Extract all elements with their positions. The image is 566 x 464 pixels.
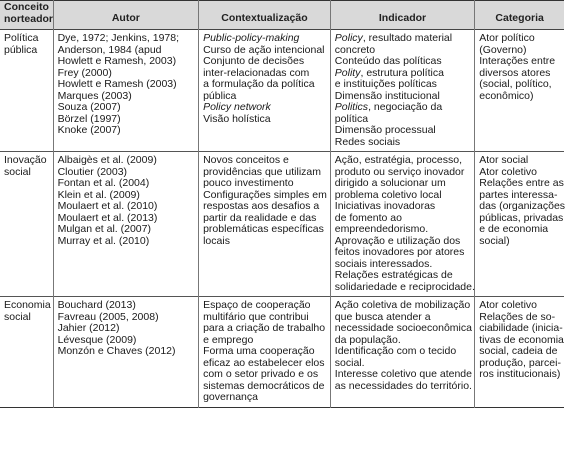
cell-contextualizacao-line: Configurações simples em xyxy=(203,188,327,201)
cell-contextualizacao-line: sistemas democráticos de xyxy=(203,379,325,392)
cell-contextualizacao-line: Novos conceitos e xyxy=(203,154,289,166)
cell-indicador-line xyxy=(335,381,470,393)
cell-categoria-line: e de economia xyxy=(479,223,549,235)
cell-categoria-line: ciabilidade (inicia- xyxy=(479,322,563,334)
cell-contextualizacao-line: Curso de ação intencional xyxy=(203,43,325,56)
cell-categoria xyxy=(475,30,564,152)
indicador-segment: Ação coletiva de mobilização xyxy=(334,299,471,311)
indicador-segment: Aprovação e utilização dos xyxy=(334,234,461,247)
cell-autor-line: Moulaert et al. (2013) xyxy=(57,211,158,224)
cell-categoria-line: partes interessa- xyxy=(479,188,558,201)
indicador-segment: , negociação da xyxy=(368,101,443,113)
cell-categoria-line: Ator coletivo xyxy=(479,165,538,178)
cell-autor-line: Bouchard (2013) xyxy=(57,299,136,311)
indicador-segment: Relações estratégicas de xyxy=(334,269,453,281)
cell-categoria-line: Ator político xyxy=(479,32,535,44)
cell-autor-line: Anderson, 1984 (apud xyxy=(57,43,162,56)
indicador-segment: Dimensão institucional xyxy=(334,89,440,102)
cell-contextualizacao-line: e emprego xyxy=(203,333,254,346)
cell-contextualizacao-line: Visão holística xyxy=(203,112,271,125)
cell-categoria-line: (social, político, xyxy=(479,78,552,90)
cell-contextualizacao xyxy=(199,152,331,297)
cell-categoria-line: diversos atores xyxy=(479,66,551,79)
indicador-segment: solidariedade e reciprocidade. xyxy=(334,280,475,293)
cell-conceito xyxy=(0,30,53,152)
header-indicador xyxy=(330,1,474,30)
cell-indicador xyxy=(330,30,474,152)
header-contexto-label: Contextualização xyxy=(221,12,308,24)
cell-autor-line: Dye, 1972; Jenkins, 1978; xyxy=(57,32,180,44)
cell-autor-line: Howlett e Ramesh (2003) xyxy=(57,78,177,90)
cell-autor xyxy=(53,30,199,152)
indicador-segment: , estrutura política xyxy=(360,66,444,79)
cell-conceito-line: pública xyxy=(4,43,38,56)
cell-autor-line: Klein et al. (2009) xyxy=(57,188,140,201)
cell-categoria xyxy=(475,152,564,297)
header-indicador-label: Indicador xyxy=(378,12,427,24)
header-autor-label: Autor xyxy=(111,12,140,24)
header-contexto xyxy=(199,1,331,30)
cell-categoria xyxy=(475,297,564,408)
table-row xyxy=(0,152,564,297)
cell-categoria-line: produção, parcei- xyxy=(479,356,561,369)
table-row xyxy=(0,30,564,152)
cell-contextualizacao-line: multifário que contribui xyxy=(203,310,309,323)
indicador-segment: produto ou serviço inovador xyxy=(334,165,465,178)
cell-contextualizacao xyxy=(199,30,331,152)
cell-autor-line: Börzel (1997) xyxy=(57,112,121,125)
cell-autor-line: Jahier (2012) xyxy=(57,322,120,334)
cell-categoria-line: Relações entre as xyxy=(479,177,564,189)
cell-contextualizacao-line: respostas aos desafios a xyxy=(203,200,320,212)
indicador-segment: as necessidades do território. xyxy=(334,379,472,392)
cell-categoria-line: Ator social xyxy=(479,154,529,166)
cell-contextualizacao-line: Espaço de cooperação xyxy=(203,299,311,311)
indicador-segment: sociais interessados. xyxy=(334,257,433,270)
indicador-segment: política xyxy=(334,112,369,125)
cell-autor-line: Howlett e Ramesh, 2003) xyxy=(57,55,177,67)
cell-indicador xyxy=(330,297,474,408)
cell-contextualizacao-line: Policy network xyxy=(203,101,271,113)
indicador-segment: empreendedorismo. xyxy=(334,223,429,235)
cell-contextualizacao-line: pública xyxy=(203,89,237,102)
cell-categoria-line: social, cadeia de xyxy=(479,345,558,357)
cell-autor-line: Lévesque (2009) xyxy=(57,333,137,346)
header-row xyxy=(0,1,564,30)
cell-contextualizacao-line: governança xyxy=(203,391,258,403)
cell-categoria-line: econômico) xyxy=(479,89,534,102)
cell-contextualizacao-line: Conjunto de decisões xyxy=(203,55,305,67)
cell-categoria-line: públicas, privadas xyxy=(479,211,564,224)
indicador-segment: Polity xyxy=(334,66,361,79)
indicador-segment: Conteúdo das políticas xyxy=(334,55,442,67)
indicador-segment: Policy xyxy=(334,32,363,44)
cell-autor-line: Mulgan et al. (2007) xyxy=(57,223,151,235)
header-conceito xyxy=(0,1,53,30)
indicador-segment: que busca atender a xyxy=(334,310,431,323)
cell-conceito-line: social xyxy=(4,310,31,323)
indicador-segment: , resultado material xyxy=(362,32,453,44)
cell-contextualizacao-line: partir da realidade e das xyxy=(203,211,317,224)
cell-conceito-line: social xyxy=(4,165,31,178)
indicador-segment: da população. xyxy=(334,333,401,346)
cell-autor-line: Albaigès et al. (2009) xyxy=(57,154,157,166)
header-conceito-line: norteador xyxy=(4,12,54,25)
cell-indicador xyxy=(330,152,474,297)
indicador-segment: social. xyxy=(334,356,365,369)
cell-contextualizacao-line: para a criação de trabalho xyxy=(203,322,326,334)
cell-conceito-line: Política xyxy=(4,32,39,44)
cell-contextualizacao-line: a formulação da política xyxy=(203,78,315,90)
cell-autor-line: Marques (2003) xyxy=(57,89,132,102)
indicador-segment: e instituições políticas xyxy=(334,78,437,90)
cell-contextualizacao-line: problemáticas específicas xyxy=(203,223,324,235)
cell-autor xyxy=(53,297,199,408)
cell-categoria-line: ros institucionais) xyxy=(479,368,561,380)
cell-categoria-line: das (organizações xyxy=(479,200,566,212)
indicador-segment: Iniciativas inovadoras xyxy=(334,200,436,212)
cell-autor-line: Murray et al. (2010) xyxy=(57,234,150,247)
cell-categoria-line: (Governo) xyxy=(479,43,527,56)
cell-categoria-line: Interações entre xyxy=(479,55,556,67)
indicador-segment: Politics xyxy=(334,101,369,113)
table-row xyxy=(0,297,564,408)
cell-contextualizacao-line: providências que utilizam xyxy=(203,165,321,178)
indicador-segment: Interesse coletivo que atende xyxy=(334,368,472,380)
header-categoria-label: Categoria xyxy=(495,12,544,24)
cell-indicador-line xyxy=(334,280,475,294)
table-body xyxy=(0,30,564,408)
cell-categoria-line: Relações de so- xyxy=(479,310,556,323)
cell-contextualizacao-line: locais xyxy=(203,234,230,247)
cell-conceito xyxy=(0,152,53,297)
cell-contextualizacao-line: pouco investimento xyxy=(203,177,294,189)
cell-conceito-line: Inovação xyxy=(4,154,47,166)
cell-categoria-line: social) xyxy=(479,234,510,247)
indicador-segment: de fomento ao xyxy=(334,211,402,224)
cell-contextualizacao xyxy=(199,297,331,408)
header-categoria xyxy=(475,1,564,30)
cell-autor-line: Knoke (2007) xyxy=(57,124,121,136)
cell-categoria-line: Ator coletivo xyxy=(479,299,538,311)
header-autor xyxy=(53,1,199,30)
cell-conceito-line: Economia xyxy=(4,299,51,311)
cell-autor xyxy=(53,152,199,297)
cell-contextualizacao-line: com o setor privado e os xyxy=(203,368,319,380)
cell-autor-line: Monzón e Chaves (2012) xyxy=(57,345,176,357)
indicador-segment: Dimensão processual xyxy=(334,124,436,136)
cell-autor-line: Cloutier (2003) xyxy=(57,165,128,178)
cell-categoria-line: tivas de economia xyxy=(479,333,564,346)
cell-contextualizacao-line: Public-policy-making xyxy=(203,32,300,44)
cell-autor-line: Favreau (2005, 2008) xyxy=(57,310,159,323)
cell-indicador-line xyxy=(335,137,470,149)
cell-contextualizacao-line: Forma uma cooperação xyxy=(203,345,315,357)
cell-autor-line: Moulaert et al. (2010) xyxy=(57,200,158,212)
indicador-segment: concreto xyxy=(334,43,376,56)
indicador-segment: problema coletivo local xyxy=(334,188,442,201)
cell-autor-line: Frey (2000) xyxy=(57,66,112,79)
indicador-segment: Ação, estratégia, processo, xyxy=(334,154,463,166)
header-conceito-line: Conceito xyxy=(4,1,49,13)
cell-autor-line: Souza (2007) xyxy=(57,101,121,113)
cell-conceito xyxy=(0,297,53,408)
indicador-segment: necessidade socioeconômica xyxy=(334,322,472,334)
indicador-segment: Identificação com o tecido xyxy=(334,345,457,357)
indicador-segment: Redes sociais xyxy=(334,135,401,148)
cell-autor-line: Fontan et al. (2004) xyxy=(57,177,150,189)
indicador-segment: feitos inovadores por atores xyxy=(334,246,465,258)
cell-contextualizacao-line: eficaz ao estabelecer elos xyxy=(203,356,325,369)
cell-contextualizacao-line: inter-relacionadas com xyxy=(203,66,310,79)
indicador-segment: dirigido a solucionar um xyxy=(334,177,446,189)
